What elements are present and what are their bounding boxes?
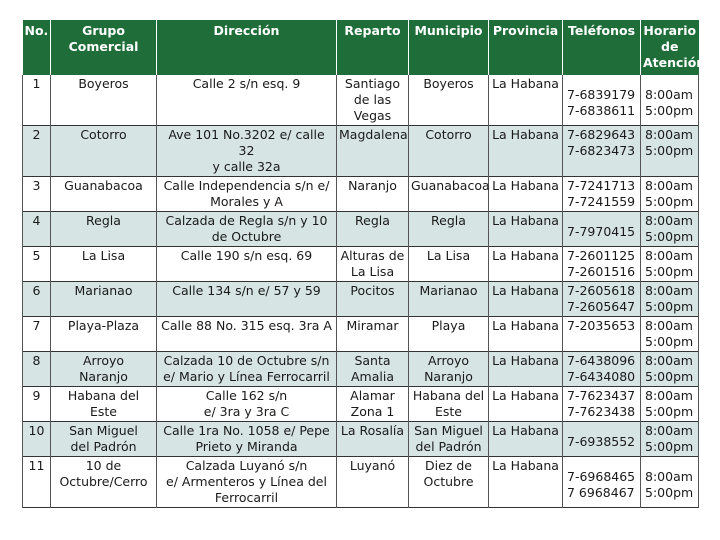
table-row <box>23 212 699 247</box>
header-telefonos: Teléfonos <box>563 20 641 75</box>
cell-provincia: La Habana <box>489 126 563 177</box>
cell-no: 10 <box>23 422 51 457</box>
cell-grupo-comercial: Playa-Plaza <box>51 317 157 352</box>
table-header <box>23 20 706 75</box>
cell-no: 9 <box>23 387 51 422</box>
table-row <box>23 282 699 317</box>
cell-direccion: Calle 162 s/n e/ 3ra y 3ra C <box>157 387 337 422</box>
cell-telefonos: 7-6938552 <box>563 422 641 457</box>
table-body <box>23 75 699 508</box>
table-row <box>23 317 699 352</box>
cell-direccion: Calle 134 s/n e/ 57 y 59 <box>157 282 337 317</box>
table-row <box>23 457 699 508</box>
cell-provincia: La Habana <box>489 282 563 317</box>
cell-municipio: Boyeros <box>409 75 489 126</box>
cell-grupo-comercial: Habana del Este <box>51 387 157 422</box>
cell-telefonos: 7-7623437 7-7623438 <box>563 387 641 422</box>
grupos-comerciales-table-wrapper <box>22 20 706 508</box>
cell-telefonos: 7-7241713 7-7241559 <box>563 177 641 212</box>
cell-direccion: Ave 101 No.3202 e/ calle 32 y calle 32a <box>157 126 337 177</box>
table-row <box>23 422 699 457</box>
header-grupo-comercial: Grupo Comercial <box>51 20 157 75</box>
cell-municipio: Guanabacoa <box>409 177 489 212</box>
cell-reparto: Alturas de La Lisa <box>337 247 409 282</box>
header-provincia: Provincia <box>489 20 563 75</box>
cell-horario: 8:00am 5:00pm <box>641 177 699 212</box>
cell-provincia: La Habana <box>489 317 563 352</box>
cell-no: 8 <box>23 352 51 387</box>
cell-no: 11 <box>23 457 51 508</box>
cell-no: 3 <box>23 177 51 212</box>
table-row <box>23 247 699 282</box>
cell-reparto: Miramar <box>337 317 409 352</box>
cell-provincia: La Habana <box>489 75 563 126</box>
cell-municipio: Habana del Este <box>409 387 489 422</box>
cell-telefonos: 7-6968465 7 6968467 <box>563 457 641 508</box>
cell-grupo-comercial: Guanabacoa <box>51 177 157 212</box>
cell-grupo-comercial: Regla <box>51 212 157 247</box>
cell-horario: 8:00am 5:00pm <box>641 247 699 282</box>
cell-direccion: Calle Independencia s/n e/ Morales y A <box>157 177 337 212</box>
cell-horario: 8:00am 5:00pm <box>641 317 699 352</box>
cell-direccion: Calle 1ra No. 1058 e/ Pepe Prieto y Miranda <box>157 422 337 457</box>
cell-reparto: Pocitos <box>337 282 409 317</box>
cell-no: 1 <box>23 75 51 126</box>
cell-horario: 8:00am 5:00pm <box>641 352 699 387</box>
cell-provincia: La Habana <box>489 352 563 387</box>
header-no: No. <box>23 20 51 75</box>
cell-provincia: La Habana <box>489 387 563 422</box>
cell-telefonos: 7-7970415 <box>563 212 641 247</box>
table-row <box>23 387 699 422</box>
table-row <box>23 352 699 387</box>
header-reparto: Reparto <box>337 20 409 75</box>
cell-telefonos: 7-6438096 7-6434080 <box>563 352 641 387</box>
cell-reparto: Naranjo <box>337 177 409 212</box>
cell-direccion: Calzada Luyanó s/n e/ Armenteros y Línea del Ferrocarril <box>157 457 337 508</box>
cell-no: 2 <box>23 126 51 177</box>
cell-direccion: Calle 190 s/n esq. 69 <box>157 247 337 282</box>
cell-provincia: La Habana <box>489 457 563 508</box>
cell-reparto: Regla <box>337 212 409 247</box>
cell-no: 6 <box>23 282 51 317</box>
cell-direccion: Calzada de Regla s/n y 10 de Octubre <box>157 212 337 247</box>
cell-reparto: Magdalena <box>337 126 409 177</box>
cell-grupo-comercial: Boyeros <box>51 75 157 126</box>
cell-direccion: Calle 2 s/n esq. 9 <box>157 75 337 126</box>
cell-provincia: La Habana <box>489 422 563 457</box>
cell-grupo-comercial: San Miguel del Padrón <box>51 422 157 457</box>
cell-direccion: Calle 88 No. 315 esq. 3ra A <box>157 317 337 352</box>
cell-grupo-comercial: Marianao <box>51 282 157 317</box>
cell-reparto: Luyanó <box>337 457 409 508</box>
header-direccion: Dirección <box>157 20 337 75</box>
cell-horario: 8:00am 5:00pm <box>641 282 699 317</box>
table-row <box>23 126 699 177</box>
cell-grupo-comercial: Cotorro <box>51 126 157 177</box>
cell-municipio: Regla <box>409 212 489 247</box>
cell-provincia: La Habana <box>489 247 563 282</box>
header-horario: Horario de Atención <box>641 20 699 75</box>
cell-reparto: Santa Amalia <box>337 352 409 387</box>
cell-telefonos: 7-2601125 7-2601516 <box>563 247 641 282</box>
cell-horario: 8:00am 5:00pm <box>641 75 699 126</box>
grupos-comerciales-table <box>22 20 706 508</box>
cell-telefonos: 7-6839179 7-6838611 <box>563 75 641 126</box>
cell-municipio: Marianao <box>409 282 489 317</box>
cell-municipio: Cotorro <box>409 126 489 177</box>
cell-no: 4 <box>23 212 51 247</box>
cell-municipio: San Miguel del Padrón <box>409 422 489 457</box>
cell-telefonos: 7-2035653 <box>563 317 641 352</box>
cell-telefonos: 7-6829643 7-6823473 <box>563 126 641 177</box>
cell-provincia: La Habana <box>489 177 563 212</box>
cell-grupo-comercial: 10 de Octubre/Cerro <box>51 457 157 508</box>
cell-no: 5 <box>23 247 51 282</box>
header-municipio: Municipio <box>409 20 489 75</box>
cell-horario: 8:00am 5:00pm <box>641 387 699 422</box>
cell-municipio: Arroyo Naranjo <box>409 352 489 387</box>
cell-horario: 8:00am 5:00pm <box>641 457 699 508</box>
cell-reparto: La Rosalía <box>337 422 409 457</box>
cell-municipio: Diez de Octubre <box>409 457 489 508</box>
cell-horario: 8:00am 5:00pm <box>641 422 699 457</box>
cell-municipio: La Lisa <box>409 247 489 282</box>
cell-horario: 8:00am 5:00pm <box>641 126 699 177</box>
cell-reparto: Alamar Zona 1 <box>337 387 409 422</box>
cell-provincia: La Habana <box>489 212 563 247</box>
cell-telefonos: 7-2605618 7-2605647 <box>563 282 641 317</box>
cell-no: 7 <box>23 317 51 352</box>
table-row <box>23 177 699 212</box>
cell-horario: 8:00am 5:00pm <box>641 212 699 247</box>
cell-grupo-comercial: Arroyo Naranjo <box>51 352 157 387</box>
cell-municipio: Playa <box>409 317 489 352</box>
cell-grupo-comercial: La Lisa <box>51 247 157 282</box>
table-row <box>23 75 699 126</box>
cell-direccion: Calzada 10 de Octubre s/n e/ Mario y Línea Ferrocarril <box>157 352 337 387</box>
cell-reparto: Santiago de las Vegas <box>337 75 409 126</box>
